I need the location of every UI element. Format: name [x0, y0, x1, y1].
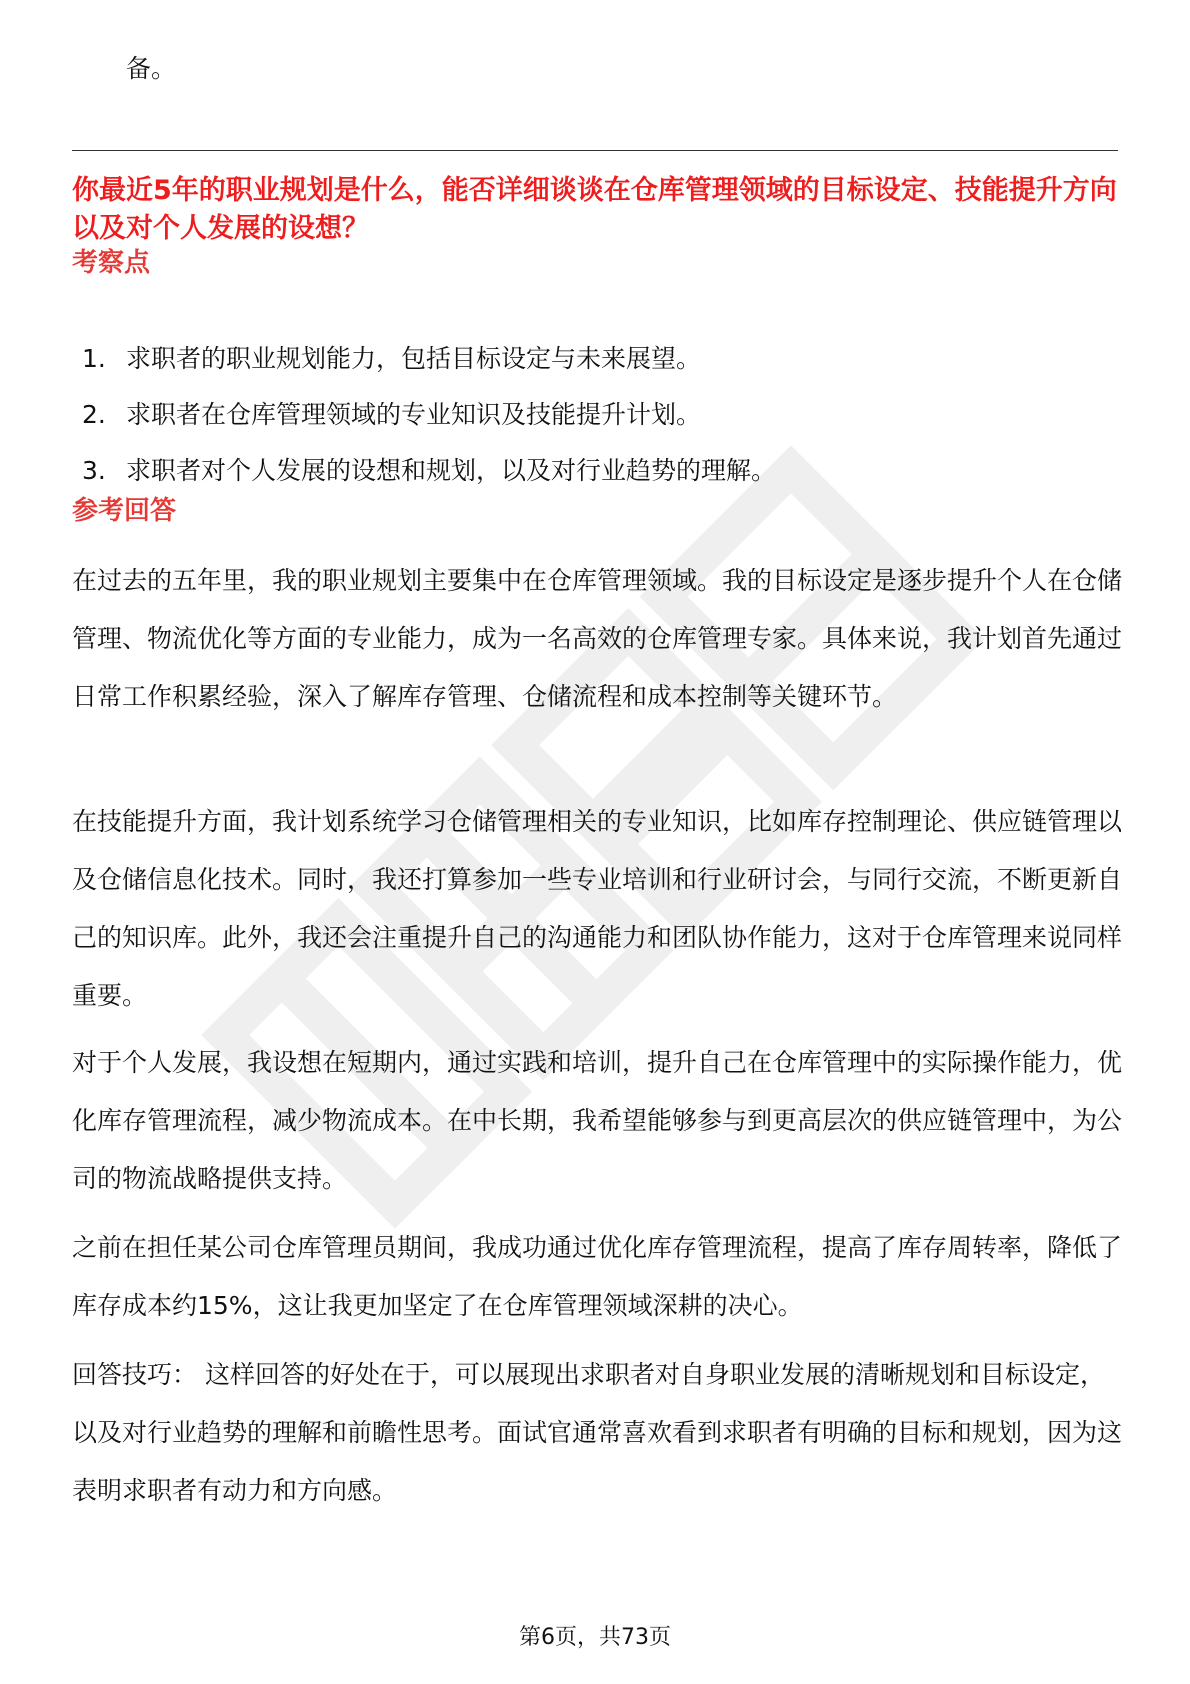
list-item-number: 1.: [82, 344, 106, 373]
list-item-number: 2.: [82, 400, 106, 429]
list-item-number: 3.: [82, 456, 106, 485]
points-list: [82, 342, 1082, 510]
answer-paragraph: 在过去的五年里，我的职业规划主要集中在仓库管理领域。我的目标设定是逐步提升个人在仓储管理、物流优化等方面的专业能力，成为一名高效的仓库管理专家。具体来说，我计划首先通过日常工作积累经验，深入了解库存管理、仓储流程和成本控制等关键环节。: [72, 566, 1123, 711]
list-item-text: 求职者在仓库管理领域的专业知识及技能提升计划。: [126, 400, 702, 429]
section-title-answer: 参考回答: [72, 496, 177, 526]
tips-paragraph: 回答技巧： 这样回答的好处在于，可以展现出求职者对自身职业发展的清晰规划和目标设定，以及对行业趋势的理解和前瞻性思考。面试官通常喜欢看到求职者有明确的目标和规划，因为这表明求职者有动力和方向感。: [72, 1360, 1123, 1505]
divider: [72, 150, 1118, 151]
question-heading: 你最近5年的职业规划是什么，能否详细谈谈在仓库管理领域的目标设定、技能提升方向以及对个人发展的设想？: [72, 175, 1117, 244]
page-number: 第6页，共73页: [519, 1625, 671, 1650]
continuation-text: 备。: [126, 54, 177, 83]
list-item: [82, 454, 1082, 510]
list-item: [82, 398, 1082, 454]
answer-paragraph: 对于个人发展，我设想在短期内，通过实践和培训，提升自己在仓库管理中的实际操作能力，优化库存管理流程，减少物流成本。在中长期，我希望能够参与到更高层次的供应链管理中，为公司的物流战略提供支持。: [72, 1048, 1123, 1193]
list-item: [82, 342, 1082, 398]
list-item-text: 求职者的职业规划能力，包括目标设定与未来展望。: [126, 344, 702, 373]
section-title-points: 考察点: [72, 248, 151, 278]
answer-paragraph: 之前在担任某公司仓库管理员期间，我成功通过优化库存管理流程，提高了库存周转率，降低了库存成本约15%，这让我更加坚定了在仓库管理领域深耕的决心。: [72, 1233, 1123, 1320]
list-item-text: 求职者对个人发展的设想和规划，以及对行业趋势的理解。: [126, 456, 777, 485]
answer-paragraph: 在技能提升方面，我计划系统学习仓储管理相关的专业知识，比如库存控制理论、供应链管理以及仓储信息化技术。同时，我还打算参加一些专业培训和行业研讨会，与同行交流，不断更新自己的知识库。此外，我还会注重提升自己的沟通能力和团队协作能力，这对于仓库管理来说同样重要。: [72, 807, 1123, 1010]
